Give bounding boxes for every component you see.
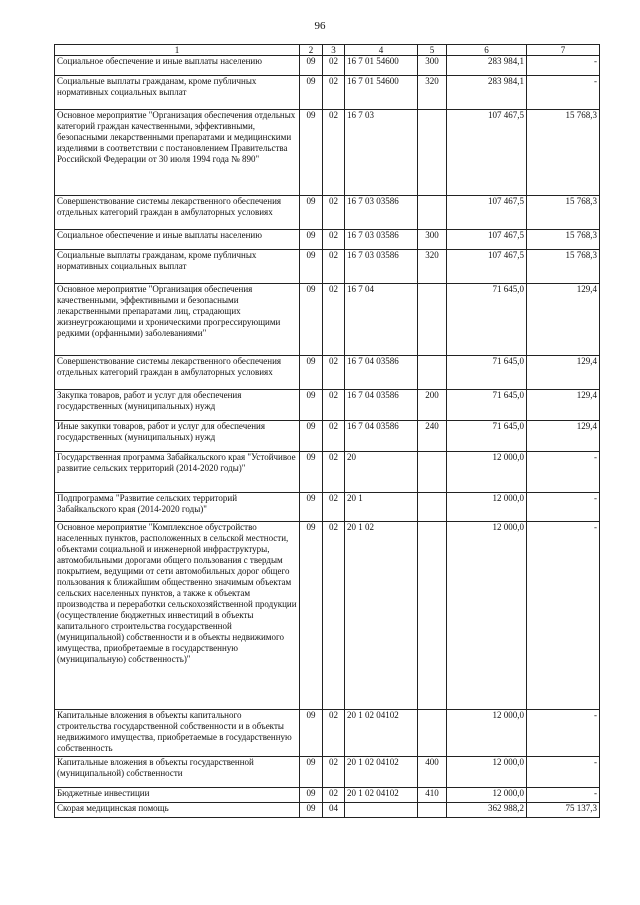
table-row [55, 757, 600, 788]
row-amount-federal: 15 768,3 [527, 196, 600, 230]
row-target-article: 20 [345, 452, 418, 493]
row-section: 09 [300, 710, 323, 757]
row-amount: 71 645,0 [447, 284, 527, 356]
row-subsection: 02 [323, 56, 345, 76]
row-name: Капитальные вложения в объекты государственной (муниципальной) собственности [55, 757, 300, 788]
row-target-article: 16 7 04 [345, 284, 418, 356]
column-header: 3 [323, 45, 345, 56]
table-row [55, 710, 600, 757]
row-section: 09 [300, 196, 323, 230]
table-row [55, 390, 600, 421]
row-expense-type [418, 710, 447, 757]
row-subsection: 02 [323, 356, 345, 390]
row-amount-federal: 15 768,3 [527, 230, 600, 250]
row-section: 09 [300, 522, 323, 710]
row-expense-type: 240 [418, 421, 447, 452]
row-amount: 107 467,5 [447, 110, 527, 196]
row-expense-type: 300 [418, 56, 447, 76]
row-subsection: 04 [323, 803, 345, 818]
row-section: 09 [300, 803, 323, 818]
row-subsection: 02 [323, 452, 345, 493]
row-amount: 71 645,0 [447, 421, 527, 452]
row-expense-type: 300 [418, 230, 447, 250]
row-section: 09 [300, 452, 323, 493]
row-subsection: 02 [323, 230, 345, 250]
row-expense-type [418, 110, 447, 196]
row-target-article: 20 1 02 04102 [345, 757, 418, 788]
row-amount: 12 000,0 [447, 493, 527, 522]
column-header: 4 [345, 45, 418, 56]
row-amount: 283 984,1 [447, 56, 527, 76]
row-amount: 107 467,5 [447, 230, 527, 250]
row-name: Подпрограмма "Развитие сельских территорий Забайкальского края (2014-2020 годы)" [55, 493, 300, 522]
row-subsection: 02 [323, 710, 345, 757]
row-expense-type [418, 493, 447, 522]
table-row [55, 110, 600, 196]
row-section: 09 [300, 757, 323, 788]
row-section: 09 [300, 110, 323, 196]
row-amount-federal: - [527, 757, 600, 788]
row-subsection: 02 [323, 390, 345, 421]
table-row [55, 230, 600, 250]
row-amount-federal: - [527, 493, 600, 522]
row-amount: 107 467,5 [447, 196, 527, 230]
row-expense-type: 200 [418, 390, 447, 421]
row-amount-federal: - [527, 56, 600, 76]
row-amount-federal: 75 137,3 [527, 803, 600, 818]
row-name: Социальные выплаты гражданам, кроме публичных нормативных социальных выплат [55, 250, 300, 284]
row-amount-federal: 129,4 [527, 284, 600, 356]
row-target-article: 16 7 01 54600 [345, 76, 418, 110]
row-amount: 12 000,0 [447, 452, 527, 493]
table-row [55, 56, 600, 76]
table-row [55, 196, 600, 230]
table-row [55, 284, 600, 356]
row-name: Скорая медицинская помощь [55, 803, 300, 818]
column-header: 5 [418, 45, 447, 56]
row-target-article: 16 7 01 54600 [345, 56, 418, 76]
row-expense-type [418, 803, 447, 818]
row-subsection: 02 [323, 76, 345, 110]
row-section: 09 [300, 284, 323, 356]
row-expense-type [418, 196, 447, 230]
row-amount-federal: - [527, 452, 600, 493]
row-section: 09 [300, 356, 323, 390]
row-name: Государственная программа Забайкальского края "Устойчивое развитие сельских территорий (2014-2020 годы)" [55, 452, 300, 493]
column-header: 7 [527, 45, 600, 56]
row-target-article [345, 803, 418, 818]
row-expense-type: 400 [418, 757, 447, 788]
row-expense-type [418, 522, 447, 710]
row-name: Совершенствование системы лекарственного обеспечения отдельных категорий граждан в амбулаторных условиях [55, 356, 300, 390]
row-target-article: 20 1 [345, 493, 418, 522]
row-name: Основное мероприятие "Организация обеспечения отдельных категорий граждан качественными, эффективными, безопасными лекарственными препаратами и медицинскими изделиями в соответствии с постановлением Правительства Российской Федерации от 30 июля 1994 года № 890" [55, 110, 300, 196]
row-target-article: 16 7 04 03586 [345, 421, 418, 452]
row-section: 09 [300, 250, 323, 284]
row-amount-federal: - [527, 710, 600, 757]
row-subsection: 02 [323, 757, 345, 788]
row-amount-federal: - [527, 76, 600, 110]
row-subsection: 02 [323, 250, 345, 284]
row-amount-federal: 129,4 [527, 390, 600, 421]
row-subsection: 02 [323, 284, 345, 356]
row-subsection: 02 [323, 788, 345, 803]
row-amount: 12 000,0 [447, 710, 527, 757]
row-section: 09 [300, 76, 323, 110]
row-section: 09 [300, 230, 323, 250]
row-target-article: 16 7 03 03586 [345, 196, 418, 230]
column-header: 2 [300, 45, 323, 56]
row-expense-type [418, 284, 447, 356]
row-amount: 283 984,1 [447, 76, 527, 110]
row-amount-federal: - [527, 788, 600, 803]
row-subsection: 02 [323, 110, 345, 196]
row-name: Социальное обеспечение и иные выплаты населению [55, 56, 300, 76]
row-section: 09 [300, 390, 323, 421]
row-amount: 12 000,0 [447, 788, 527, 803]
row-name: Иные закупки товаров, работ и услуг для обеспечения государственных (муниципальных) нужд [55, 421, 300, 452]
budget-table [54, 44, 600, 818]
row-name: Социальные выплаты гражданам, кроме публичных нормативных социальных выплат [55, 76, 300, 110]
row-expense-type: 320 [418, 250, 447, 284]
table-row [55, 493, 600, 522]
row-target-article: 16 7 03 03586 [345, 250, 418, 284]
column-header: 1 [55, 45, 300, 56]
table-row [55, 803, 600, 818]
row-name: Бюджетные инвестиции [55, 788, 300, 803]
row-amount: 12 000,0 [447, 522, 527, 710]
row-name: Совершенствование системы лекарственного обеспечения отдельных категорий граждан в амбулаторных условиях [55, 196, 300, 230]
row-subsection: 02 [323, 522, 345, 710]
row-name: Основное мероприятие "Комплексное обустройство населенных пунктов, расположенных в сельской местности, объектами социальной и инженерной инфраструктуры, автомобильными дорогами общего пользования с твердым покрытием, ведущими от сети автомобильных дорог общего пользования к ближайшим общественно значимым объектам сельских населенных пунктов, а также к объектам производства и переработки сельскохозяйственной продукции (осуществление бюджетных инвестиций в объекты капитального строительства государственной (муниципальной) собственности и в объекты недвижимого имущества, приобретаемые в государственную (муниципальную) собственность)" [55, 522, 300, 710]
row-section: 09 [300, 56, 323, 76]
row-target-article: 16 7 03 [345, 110, 418, 196]
row-amount-federal: 15 768,3 [527, 250, 600, 284]
row-amount-federal: 15 768,3 [527, 110, 600, 196]
row-amount: 71 645,0 [447, 356, 527, 390]
page-number: 96 [314, 20, 326, 32]
table-row [55, 788, 600, 803]
row-subsection: 02 [323, 493, 345, 522]
row-amount-federal: 129,4 [527, 421, 600, 452]
row-amount: 12 000,0 [447, 757, 527, 788]
row-expense-type [418, 356, 447, 390]
table-row [55, 250, 600, 284]
row-target-article: 16 7 04 03586 [345, 390, 418, 421]
row-expense-type [418, 452, 447, 493]
row-target-article: 20 1 02 04102 [345, 710, 418, 757]
row-expense-type: 320 [418, 76, 447, 110]
row-target-article: 20 1 02 04102 [345, 788, 418, 803]
row-amount: 71 645,0 [447, 390, 527, 421]
row-expense-type: 410 [418, 788, 447, 803]
row-target-article: 16 7 04 03586 [345, 356, 418, 390]
row-name: Социальное обеспечение и иные выплаты населению [55, 230, 300, 250]
table-row [55, 356, 600, 390]
row-section: 09 [300, 493, 323, 522]
table-row [55, 76, 600, 110]
row-amount-federal: - [527, 522, 600, 710]
row-subsection: 02 [323, 421, 345, 452]
row-amount: 107 467,5 [447, 250, 527, 284]
row-target-article: 16 7 03 03586 [345, 230, 418, 250]
column-header: 6 [447, 45, 527, 56]
row-target-article: 20 1 02 [345, 522, 418, 710]
row-section: 09 [300, 421, 323, 452]
table-row [55, 421, 600, 452]
row-name: Закупка товаров, работ и услуг для обеспечения государственных (муниципальных) нужд [55, 390, 300, 421]
header-row [55, 45, 600, 56]
table-row [55, 522, 600, 710]
row-subsection: 02 [323, 196, 345, 230]
row-amount: 362 988,2 [447, 803, 527, 818]
row-name: Капитальные вложения в объекты капитального строительства государственной собственности и в объекты недвижимого имущества, приобретаемые в государственную собственность [55, 710, 300, 757]
row-name: Основное мероприятие "Организация обеспечения качественными, эффективными и безопасными лекарственными препаратами лиц, страдающих жизнеугрожающими и хроническими прогрессирующими редкими (орфанными) заболеваниями" [55, 284, 300, 356]
table-row [55, 452, 600, 493]
row-amount-federal: 129,4 [527, 356, 600, 390]
row-section: 09 [300, 788, 323, 803]
